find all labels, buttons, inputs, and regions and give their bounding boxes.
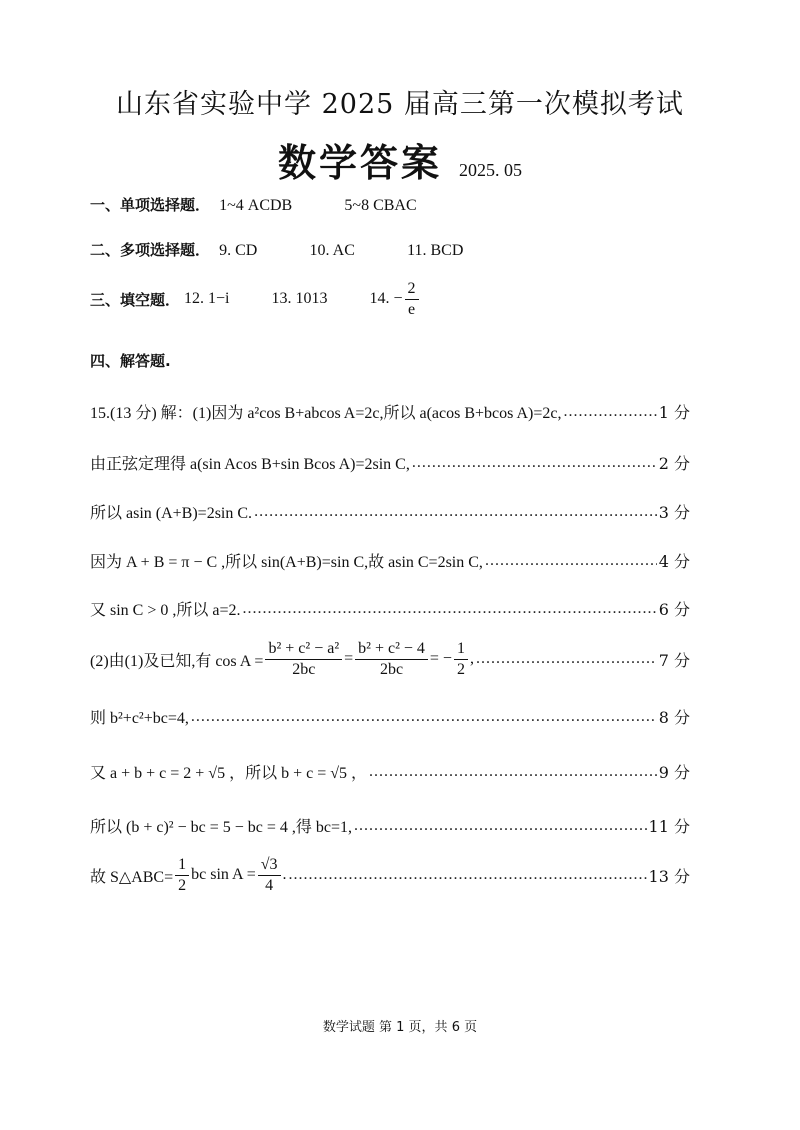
solution-text: 所以 asin (A+B)=2sin C. (90, 505, 253, 522)
solution-line (90, 597, 690, 620)
answer-group: 12. 1−i (184, 290, 230, 308)
subtitle-row (0, 132, 800, 187)
section-label: 二、多项选择题． (90, 241, 211, 259)
leader-dots (254, 503, 657, 521)
leader-dots (191, 708, 657, 726)
fraction: $\frac{\text{b² + c² − a²}}{2bc}$ (265, 640, 342, 678)
solution-line (90, 500, 690, 523)
solution-line (90, 856, 690, 894)
leader-dots (485, 552, 657, 570)
fraction: $\frac{1}{2}$ (454, 640, 468, 678)
answer-group: 5~8 CBAC (344, 197, 417, 214)
solution-line (90, 640, 690, 678)
leader-dots (563, 403, 656, 421)
section-label: 四、解答题. (90, 352, 171, 370)
section-fill-blank (90, 280, 690, 318)
score-label: 7 分 (658, 650, 690, 670)
solution-text: 所以 (b + c)² − bc = 5 − bc = 4 ,得 bc=1, (90, 819, 353, 836)
section-solutions (90, 350, 690, 371)
score-label: 8 分 (658, 708, 690, 727)
solution-text: 则 b²+c²+bc=4, (90, 710, 189, 727)
section-label: 一、单项选择题． (90, 196, 211, 214)
score-label: 13 分 (648, 866, 690, 886)
solution-text: 故 S△ABC= $\frac{1}{2}$ bc sin A = $\frac{√3}{4}$ . (90, 856, 287, 894)
score-label: 2 分 (658, 454, 690, 473)
score-label: 11 分 (648, 817, 690, 836)
section-single-choice (90, 194, 690, 215)
leader-dots (476, 650, 657, 668)
score-label: 9 分 (658, 763, 690, 782)
answer-group: 13. 1013 (271, 290, 328, 308)
solution-text: 因为 A + B = π − C ,所以 sin(A+B)=sin C,故 asin C=2sin C, (90, 554, 483, 571)
solution-line (90, 549, 690, 572)
section-multi-choice (90, 239, 690, 260)
score-label: 3 分 (658, 503, 690, 522)
leader-dots (243, 600, 657, 618)
solution-text: 又 a + b + c = 2 + √5 ，所以 b + c = √5 ， (90, 765, 368, 782)
leader-dots (412, 454, 657, 472)
answer-group: 11. BCD (407, 242, 464, 259)
leader-dots (354, 817, 647, 835)
answer-group: 1~4 ACDB (219, 197, 293, 214)
section-label: 三、填空题． (90, 290, 181, 309)
score-label: 6 分 (658, 600, 690, 619)
solution-line (90, 705, 690, 728)
solution-line (90, 400, 690, 423)
fraction: $\frac{2}{e}$ (405, 280, 419, 318)
score-label: 1 分 (658, 403, 690, 422)
exam-date: 2025. 05 (459, 160, 523, 180)
solution-text: (2)由(1)及已知,有 cos A = $\frac{\text{b² + c² − a²}}{2bc}$ = $\frac{\text{b² + c² − 4}}{2bc}$ = − $\frac{1}{2}$ , (90, 640, 474, 678)
fraction: $\frac{\text{b² + c² − 4}}{2bc}$ (355, 640, 428, 678)
answer-group: 10. AC (309, 242, 355, 259)
solution-line (90, 814, 690, 837)
page-footer: 数学试题 第 1 页，共 6 页 (322, 1020, 478, 1035)
exam-title: 山东省实验中学 2025 届高三第一次模拟考试 (116, 89, 684, 120)
score-label: 4 分 (658, 552, 690, 571)
solution-text: 由正弦定理得 a(sin Acos B+sin Bcos A)=2sin C, (90, 456, 410, 473)
answer-subtitle: 数学答案 (277, 140, 442, 185)
solution-text: 15.(13 分) 解：(1)因为 a²cos B+abcos A=2c,所以 a(acos B+bcos A)=2c, (90, 405, 562, 422)
answer-group: 14. − (369, 290, 403, 308)
leader-dots (369, 763, 657, 781)
fraction: $\frac{1}{2}$ (175, 856, 189, 894)
solution-line (90, 451, 690, 474)
solution-line (90, 760, 690, 783)
fraction: $\frac{√3}{4}$ (258, 856, 281, 894)
answer-group: 9. CD (219, 242, 258, 259)
solution-text: 又 sin C > 0 ,所以 a=2. (90, 602, 241, 619)
leader-dots (289, 866, 647, 884)
